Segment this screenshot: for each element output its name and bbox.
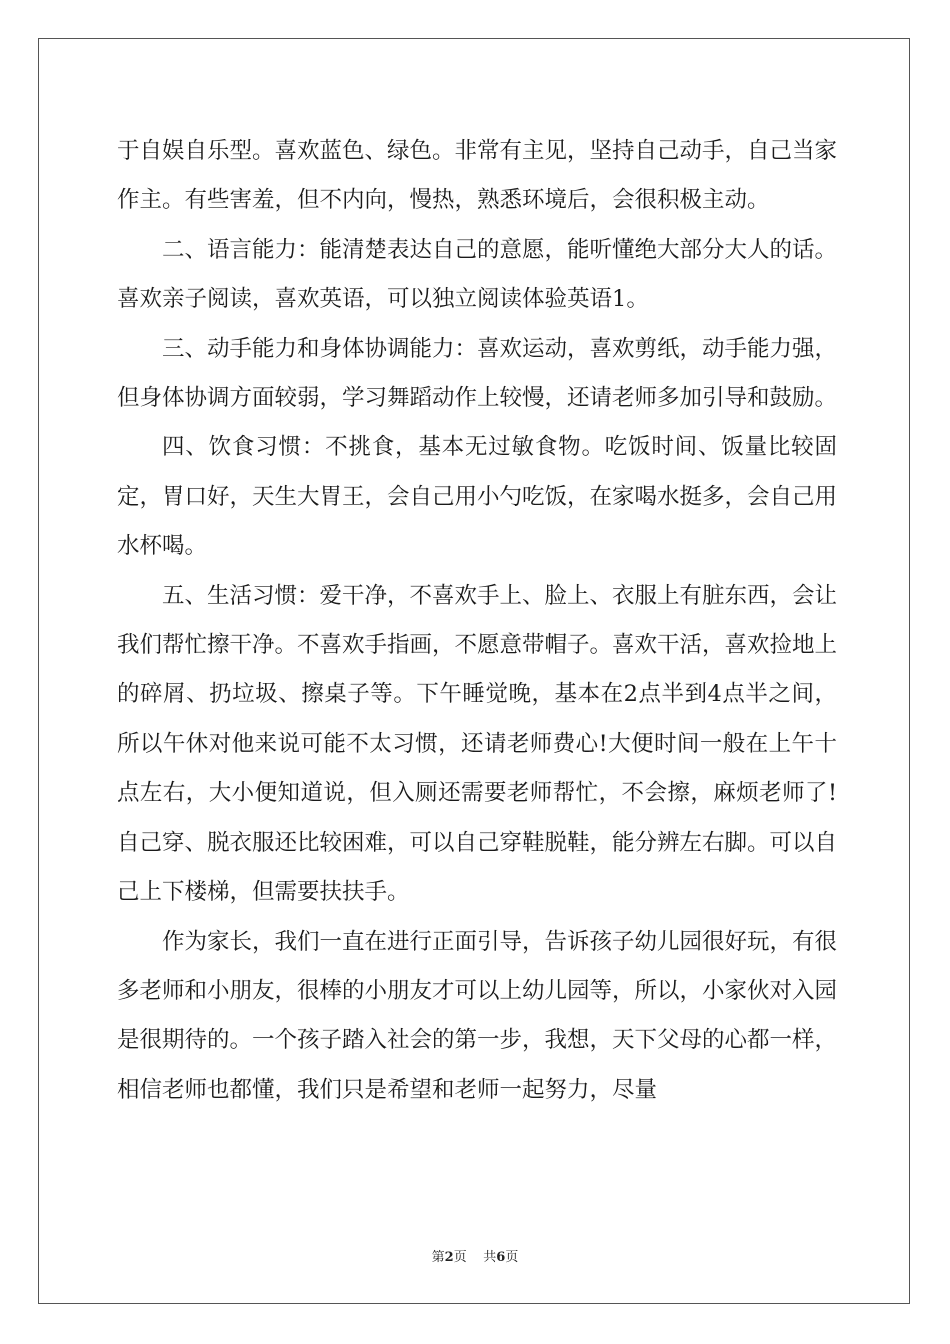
page-total: 共6页	[483, 1250, 519, 1265]
paragraph-living-habits: 五、生活习惯：爱干净，不喜欢手上、脸上、衣服上有脏东西，会让我们帮忙擦干净。不喜欢手指画，不愿意带帽子。喜欢干活，喜欢捡地上的碎屑、扔垃圾、擦桌子等。下午睡觉晚，基本在2点半到4点半之间，所以午休对他来说可能不太习惯，还请老师费心!大便时间一般在上午十点左右，大小便知道说，但入厕还需要老师帮忙，不会擦，麻烦老师了!自己穿、脱衣服还比较困难，可以自己穿鞋脱鞋，能分辨左右脚。可以自己上下楼梯，但需要扶扶手。	[117, 582, 838, 906]
paragraph-language: 二、语言能力：能清楚表达自己的意愿，能听懂绝大部分大人的话。喜欢亲子阅读，喜欢英语，可以独立阅读体验英语1。	[117, 236, 838, 313]
paragraph-eating-habits: 四、饮食习惯：不挑食，基本无过敏食物。吃饭时间、饭量比较固定，胃口好，天生大胃王，会自己用小勺吃饭，在家喝水挺多，会自己用水杯喝。	[117, 434, 838, 560]
document-body	[117, 127, 837, 1115]
paragraph-traits: 于自娱自乐型。喜欢蓝色、绿色。非常有主见，坚持自己动手，自己当家作主。有些害羞，但不内向，慢热，熟悉环境后，会很积极主动。	[117, 138, 838, 214]
page-number: 第2页	[431, 1250, 467, 1265]
paragraph-motor-skills: 三、动手能力和身体协调能力：喜欢运动，喜欢剪纸，动手能力强，但身体协调方面较弱，学习舞蹈动作上较慢，还请老师多加引导和鼓励。	[117, 335, 838, 412]
page-footer	[0, 1246, 950, 1265]
paragraph-parent-guidance: 作为家长，我们一直在进行正面引导，告诉孩子幼儿园很好玩，有很多老师和小朋友，很棒的小朋友才可以上幼儿园等，所以，小家伙对入园是很期待的。一个孩子踏入社会的第一步，我想，天下父母的心都一样，相信老师也都懂，我们只是希望和老师一起努力，尽量	[117, 928, 838, 1103]
